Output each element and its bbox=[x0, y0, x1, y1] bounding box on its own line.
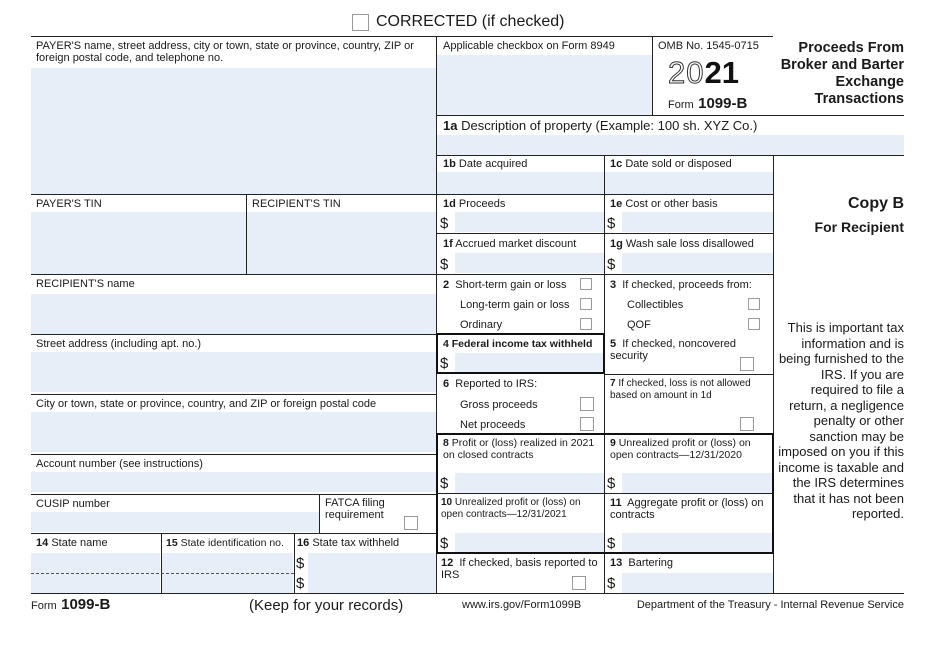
box1b-label: 1b Date acquired bbox=[443, 158, 528, 170]
box13-dollar: $ bbox=[607, 575, 616, 592]
footer-url[interactable]: www.irs.gov/Form1099B bbox=[462, 599, 582, 611]
form-title: Proceeds From Broker and Barter Exchange Transactions bbox=[780, 40, 904, 107]
box6-net-checkbox[interactable] bbox=[580, 417, 594, 431]
payer-tin-label: PAYER'S TIN bbox=[36, 198, 102, 210]
corrected-label: CORRECTED (if checked) bbox=[376, 13, 565, 30]
box2-long-term-checkbox[interactable] bbox=[580, 298, 592, 310]
box8-dollar: $ bbox=[440, 475, 449, 492]
box8-label: 8 Profit or (loss) realized in 2021 on closed contracts bbox=[443, 437, 595, 461]
box15-label: 15 State identification no. bbox=[166, 537, 284, 549]
box6-label: 6 Reported to IRS: bbox=[443, 378, 538, 390]
footer-keep: (Keep for your records) bbox=[249, 597, 404, 614]
box9-dollar: $ bbox=[607, 475, 616, 492]
box3-collectibles-checkbox[interactable] bbox=[748, 298, 760, 310]
box3-collectibles-label: Collectibles bbox=[627, 299, 684, 311]
form-name-header: Form 1099-B bbox=[668, 95, 748, 112]
box11-dollar: $ bbox=[607, 535, 616, 552]
copy-b-title: Copy B bbox=[848, 195, 904, 212]
box2-ordinary-label: Ordinary bbox=[460, 319, 503, 331]
box10-dollar: $ bbox=[440, 535, 449, 552]
box2-ordinary-checkbox[interactable] bbox=[580, 318, 592, 330]
box14-label: 14 State name bbox=[36, 537, 108, 549]
corrected-checkbox[interactable] bbox=[352, 14, 369, 31]
omb-number: OMB No. 1545-0715 bbox=[658, 40, 759, 52]
box7-checkbox[interactable] bbox=[740, 417, 754, 431]
street-address-label: Street address (including apt. no.) bbox=[36, 338, 202, 350]
payer-name-label: PAYER'S name, street address, city or town, state or province, country, ZIP or foreign postal code, and telephone no. bbox=[36, 40, 414, 64]
box1e-dollar: $ bbox=[607, 215, 616, 232]
box5-checkbox[interactable] bbox=[740, 357, 754, 371]
box13-label: 13 Bartering bbox=[610, 557, 674, 569]
box1d-dollar: $ bbox=[440, 215, 449, 232]
box3-qof-checkbox[interactable] bbox=[748, 318, 760, 330]
box3-label: 3 If checked, proceeds from: bbox=[610, 279, 752, 291]
box16-dollar-2: $ bbox=[296, 575, 305, 592]
tax-year: 2021 bbox=[668, 55, 739, 90]
box16-label: 16 State tax withheld bbox=[297, 537, 400, 549]
box7-label: 7 If checked, loss is not allowed based on amount in 1d bbox=[610, 378, 751, 401]
box1g-label: 1g Wash sale loss disallowed bbox=[610, 238, 754, 250]
box11-label: 11 Aggregate profit or (loss) on contracts bbox=[610, 497, 764, 521]
box6-net-label: Net proceeds bbox=[460, 419, 526, 431]
box1c-label: 1c Date sold or disposed bbox=[610, 158, 732, 170]
account-number-label: Account number (see instructions) bbox=[36, 458, 203, 470]
box6-gross-checkbox[interactable] bbox=[580, 397, 594, 411]
city-label: City or town, state or province, country, and ZIP or foreign postal code bbox=[36, 398, 377, 410]
box10-label: 10 Unrealized profit or (loss) on open contracts—12/31/2021 bbox=[441, 497, 581, 520]
fatca-label: FATCA filing requirement bbox=[325, 497, 385, 521]
fatca-checkbox[interactable] bbox=[404, 516, 418, 530]
box5-label: 5 If checked, noncovered security bbox=[610, 338, 736, 362]
box1f-dollar: $ bbox=[440, 256, 449, 273]
box2-long-term-label: Long-term gain or loss bbox=[460, 299, 570, 311]
box2-short-term-label: 2 Short-term gain or loss bbox=[443, 279, 567, 291]
form-8949-checkbox-label: Applicable checkbox on Form 8949 bbox=[443, 40, 615, 52]
box2-short-term-checkbox[interactable] bbox=[580, 278, 592, 290]
recipient-tin-label: RECIPIENT'S TIN bbox=[252, 198, 341, 210]
box4-dollar: $ bbox=[440, 355, 449, 372]
box6-gross-label: Gross proceeds bbox=[460, 399, 538, 411]
footer-form-name: Form 1099-B bbox=[31, 596, 111, 613]
box1g-dollar: $ bbox=[607, 256, 616, 273]
recipient-name-label: RECIPIENT'S name bbox=[36, 278, 135, 290]
copy-b-notice: This is important tax information and is being furnished to the IRS. If you are required to file a return, a negligence penalty or other sanction may be imposed on you if this income is taxable and the IRS determines that it has not been reported. bbox=[778, 320, 904, 521]
copy-b-subtitle: For Recipient bbox=[814, 219, 904, 235]
box12-checkbox[interactable] bbox=[572, 576, 586, 590]
box1a-label: 1a Description of property (Example: 100 sh. XYZ Co.) bbox=[443, 118, 758, 133]
cusip-label: CUSIP number bbox=[36, 498, 110, 510]
box12-label: 12 If checked, basis reported to IRS bbox=[441, 557, 598, 581]
box4-label: 4 Federal income tax withheld bbox=[443, 338, 593, 350]
box3-qof-label: QOF bbox=[627, 319, 651, 331]
box1f-label: 1f Accrued market discount bbox=[443, 238, 577, 250]
box9-label: 9 Unrealized profit or (loss) on open contracts—12/31/2020 bbox=[610, 437, 751, 461]
box1e-label: 1e Cost or other basis bbox=[610, 198, 718, 210]
box16-dollar-1: $ bbox=[296, 555, 305, 572]
footer-department: Department of the Treasury - Internal Revenue Service bbox=[636, 599, 904, 611]
box1d-label: 1d Proceeds bbox=[443, 198, 506, 210]
